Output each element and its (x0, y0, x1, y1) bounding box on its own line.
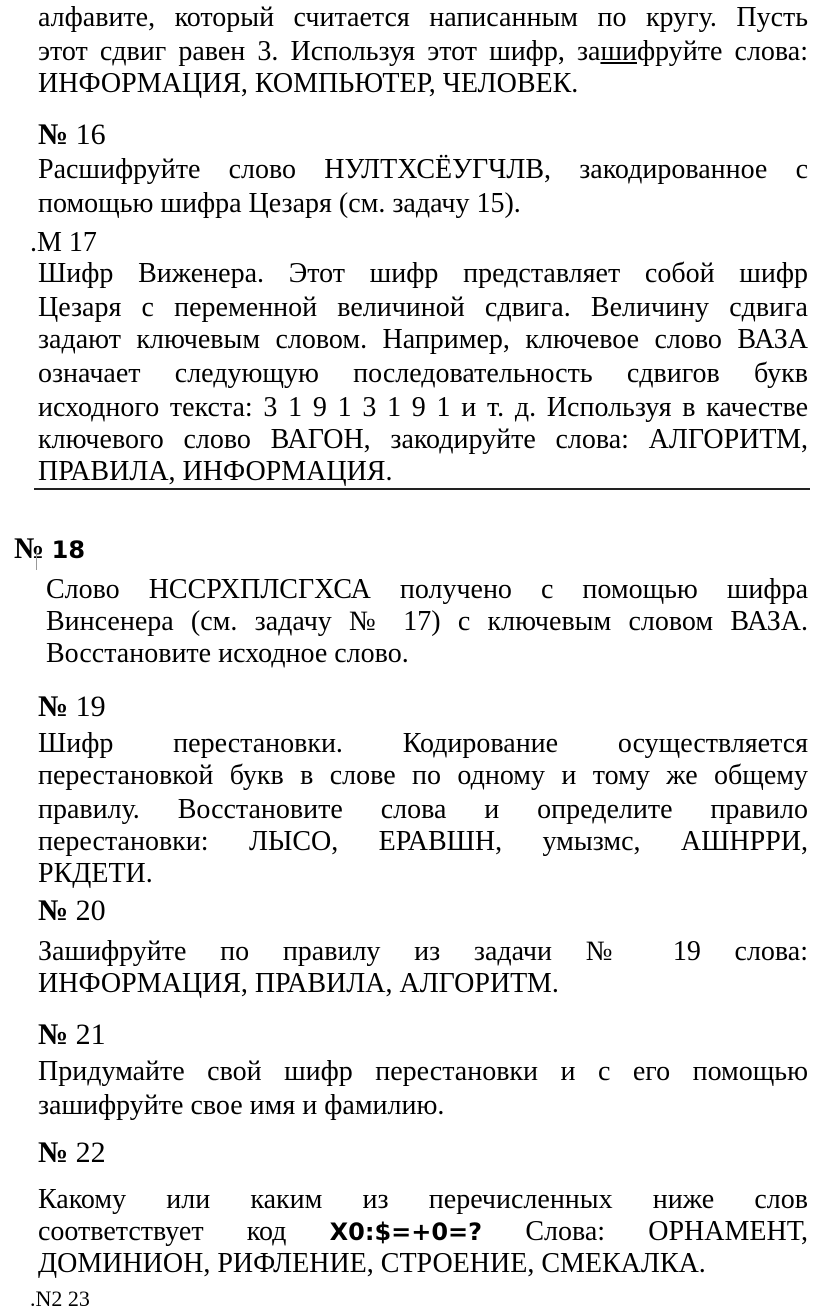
problem-16-number (38, 118, 106, 152)
p17-line-4: означает следующую последовательность сдвигов букв (38, 358, 808, 389)
number-sign: № (38, 118, 69, 151)
p18-line-1: Слово НССРХПЛСГХСА получено с помощью шифра (46, 574, 808, 605)
p20-line-1: Зашифруйте по правилу из задачи № 19 слова: (38, 936, 808, 967)
p19-line-1: Шифр перестановки. Кодирование осуществляется (38, 728, 808, 759)
p15-line-2 (38, 36, 808, 68)
p15-line-2-a: этот сдвиг равен 3. Используя этот шифр, за (38, 36, 601, 67)
problem-20-num: 20 (75, 894, 106, 927)
p19-line-3: правилу. Восстановите слова и определите правило (38, 794, 808, 825)
number-sign: № (38, 1136, 69, 1169)
problem-21-number (38, 1018, 106, 1052)
p22-code: X0:$=+0=? (329, 1218, 483, 1246)
p17-line-5: исходного текста: 3 1 9 1 3 1 9 1 и т. д. Используя в качестве (38, 392, 808, 423)
p21-line-1: Придумайте свой шифр перестановки и с его помощью (38, 1056, 808, 1087)
p17-line-2: Цезаря с переменной величиной сдвига. Величину сдвига (38, 292, 808, 323)
problem-17-number: .М 17 (30, 227, 97, 258)
p22-line-2-a: соответствует код (38, 1216, 287, 1247)
number-sign: № (14, 532, 45, 565)
p19-line-4: перестановки: ЛЫСО, ЕРАВШН, умызмс, АШНРРИ, (38, 826, 808, 857)
p21-line-2: зашифруйте свое имя и фамилию. (38, 1090, 445, 1121)
p15-line-2-underlined: ши (600, 36, 637, 67)
number-sign: № (38, 1018, 69, 1051)
p22-line-1: Какому или каким из перечисленных ниже слов (38, 1184, 808, 1215)
number-sign: № (38, 690, 69, 723)
problem-19-number (38, 690, 106, 724)
p18-line-3: Восстановите исходное слово. (46, 638, 409, 669)
p22-line-3: ДОМИНИОН, РИФЛЕНИЕ, СТРОЕНИЕ, СМЕКАЛКА. (38, 1248, 706, 1279)
scan-divider-line (34, 488, 810, 490)
p19-line-2: перестановкой букв в слове по одному и тому же общему (38, 760, 808, 791)
p16-line-2: помощью шифра Цезаря (см. задачу 15). (38, 188, 521, 219)
p19-line-5: РКДЕТИ. (38, 858, 153, 889)
p16-line-1: Расшифруйте слово НУЛТХСЁУГЧЛВ, закодированное с (38, 154, 808, 185)
p17-line-3: задают ключевым словом. Например, ключевое слово ВАЗА (38, 324, 808, 355)
problem-16-num: 16 (75, 118, 106, 151)
p15-line-3: ИНФОРМАЦИЯ, КОМПЬЮТЕР, ЧЕЛОВЕК. (38, 68, 579, 99)
problem-20-number (38, 894, 106, 928)
p18-line-2: Винсенера (см. задачу № 17) с ключевым словом ВАЗА. (46, 606, 808, 637)
p17-line-6: ключевого слово ВАГОН, закодируйте слова: АЛГОРИТМ, (38, 424, 808, 455)
problem-18-num: 18 (51, 536, 86, 564)
problem-21-num: 21 (75, 1018, 106, 1051)
problem-22-num: 22 (75, 1136, 106, 1169)
p20-line-2: ИНФОРМАЦИЯ, ПРАВИЛА, АЛГОРИТМ. (38, 968, 559, 999)
problem-23-number: .N2 23 (30, 1286, 90, 1311)
p17-line-1: Шифр Виженера. Этот шифр представляет собой шифр (38, 258, 808, 289)
problem-19-num: 19 (75, 690, 106, 723)
p17-line-7: ПРАВИЛА, ИНФОРМАЦИЯ. (38, 456, 393, 487)
problem-18-number (14, 532, 85, 567)
problem-22-number (38, 1136, 106, 1170)
p15-line-1: алфавите, который считается написанным по кругу. Пусть (38, 2, 808, 33)
p22-line-2 (38, 1216, 808, 1248)
p15-line-2-b: фруйте слова: (636, 36, 808, 67)
scan-mark (36, 552, 37, 570)
number-sign: № (38, 894, 69, 927)
p22-line-2-b: Слова: ОРНАМЕНТ, (525, 1216, 808, 1247)
